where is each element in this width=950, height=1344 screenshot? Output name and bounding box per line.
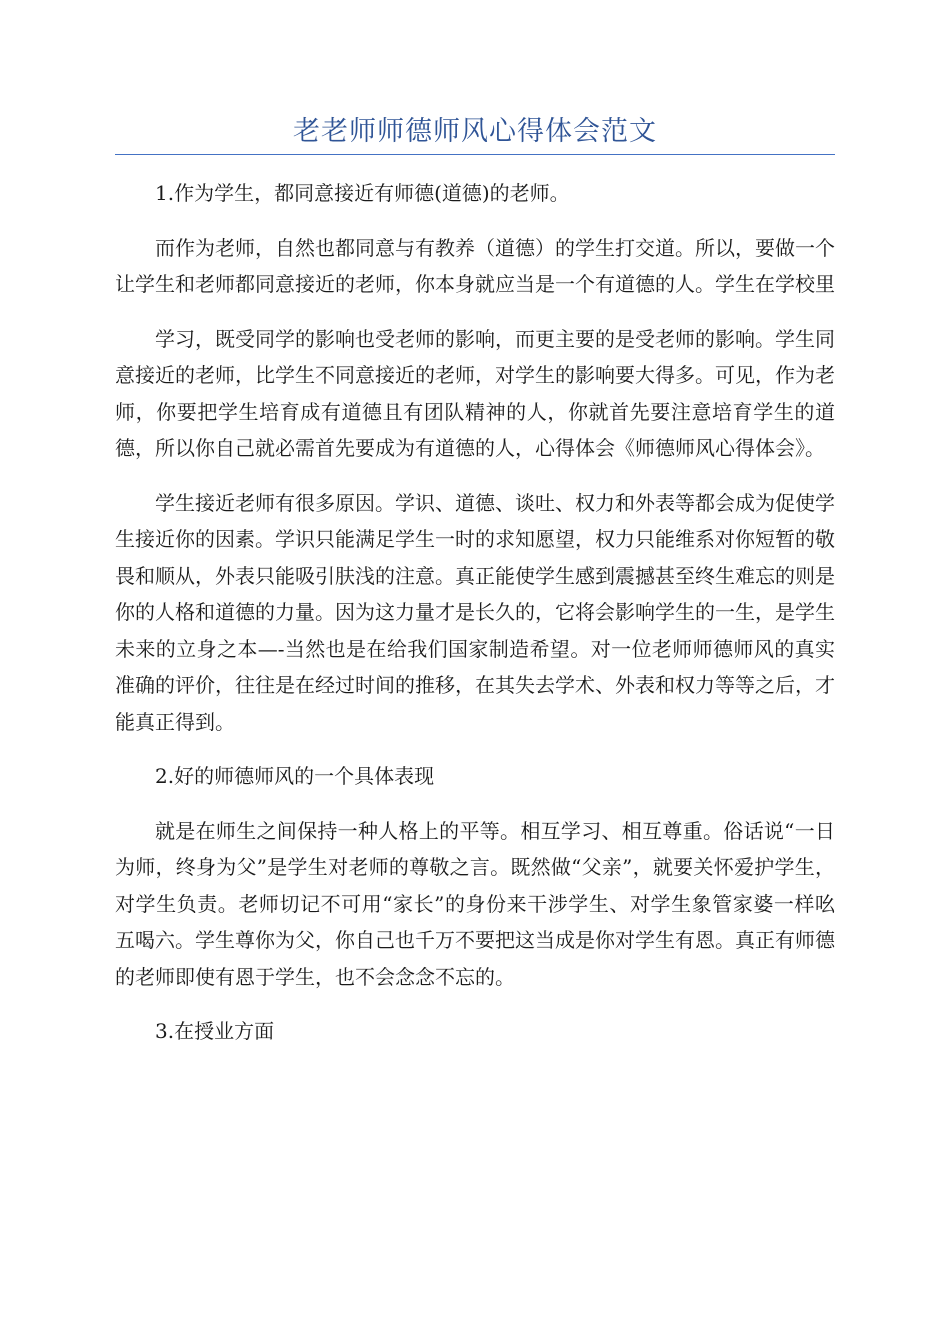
paragraph-3: 学习，既受同学的影响也受老师的影响，而更主要的是受老师的影响。学生同意接近的老师，比学生不同意接近的老师，对学生的影响要大得多。可见，作为老师，你要把学生培育成有道德且有团队精神的人，你就首先要注意培育学生的道德，所以你自己就必需首先要成为有道德的人，心得体会《师德师风心得体会》。 (115, 326, 835, 460)
title-underline (115, 154, 835, 155)
document-title: 老老师师德师风心得体会范文 (293, 116, 657, 147)
document-body (115, 175, 835, 1068)
paragraph-6: 就是在师生之间保持一种人格上的平等。相互学习、相互尊重。俗话说“一日为师，终身为父”是学生对老师的尊敬之言。既然做“父亲”，就要关怀爱护学生，对学生负责。老师切记不可用“家长”的身份来干涉学生、对学生象管家婆一样吆五喝六。学生尊你为父，你自己也千万不要把这当成是你对学生有恩。真正有师德的老师即使有恩于学生，也不会念念不忘的。 (115, 818, 835, 989)
paragraph-4: 学生接近老师有很多原因。学识、道德、谈吐、权力和外表等都会成为促使学生接近你的因素。学识只能满足学生一时的求知愿望，权力只能维系对你短暂的敬畏和顺从，外表只能吸引肤浅的注意。真正能使学生感到震撼甚至终生难忘的则是你的人格和道德的力量。因为这力量才是长久的，它将会影响学生的一生，是学生未来的立身之本—-当然也是在给我们国家制造希望。对一位老师师德师风的真实准确的评价，往往是在经过时间的推移，在其失去学术、外表和权力等等之后，才能真正得到。 (115, 490, 835, 734)
paragraph-1: 1.作为学生，都同意接近有师德(道德)的老师。 (155, 181, 570, 205)
paragraph-2: 而作为老师，自然也都同意与有教养（道德）的学生打交道。所以，要做一个让学生和老师都同意接近的老师，你本身就应当是一个有道德的人。学生在学校里 (115, 235, 835, 296)
paragraph-5: 2.好的师德师风的一个具体表现 (155, 764, 435, 788)
paragraph-7: 3.在授业方面 (155, 1019, 275, 1043)
